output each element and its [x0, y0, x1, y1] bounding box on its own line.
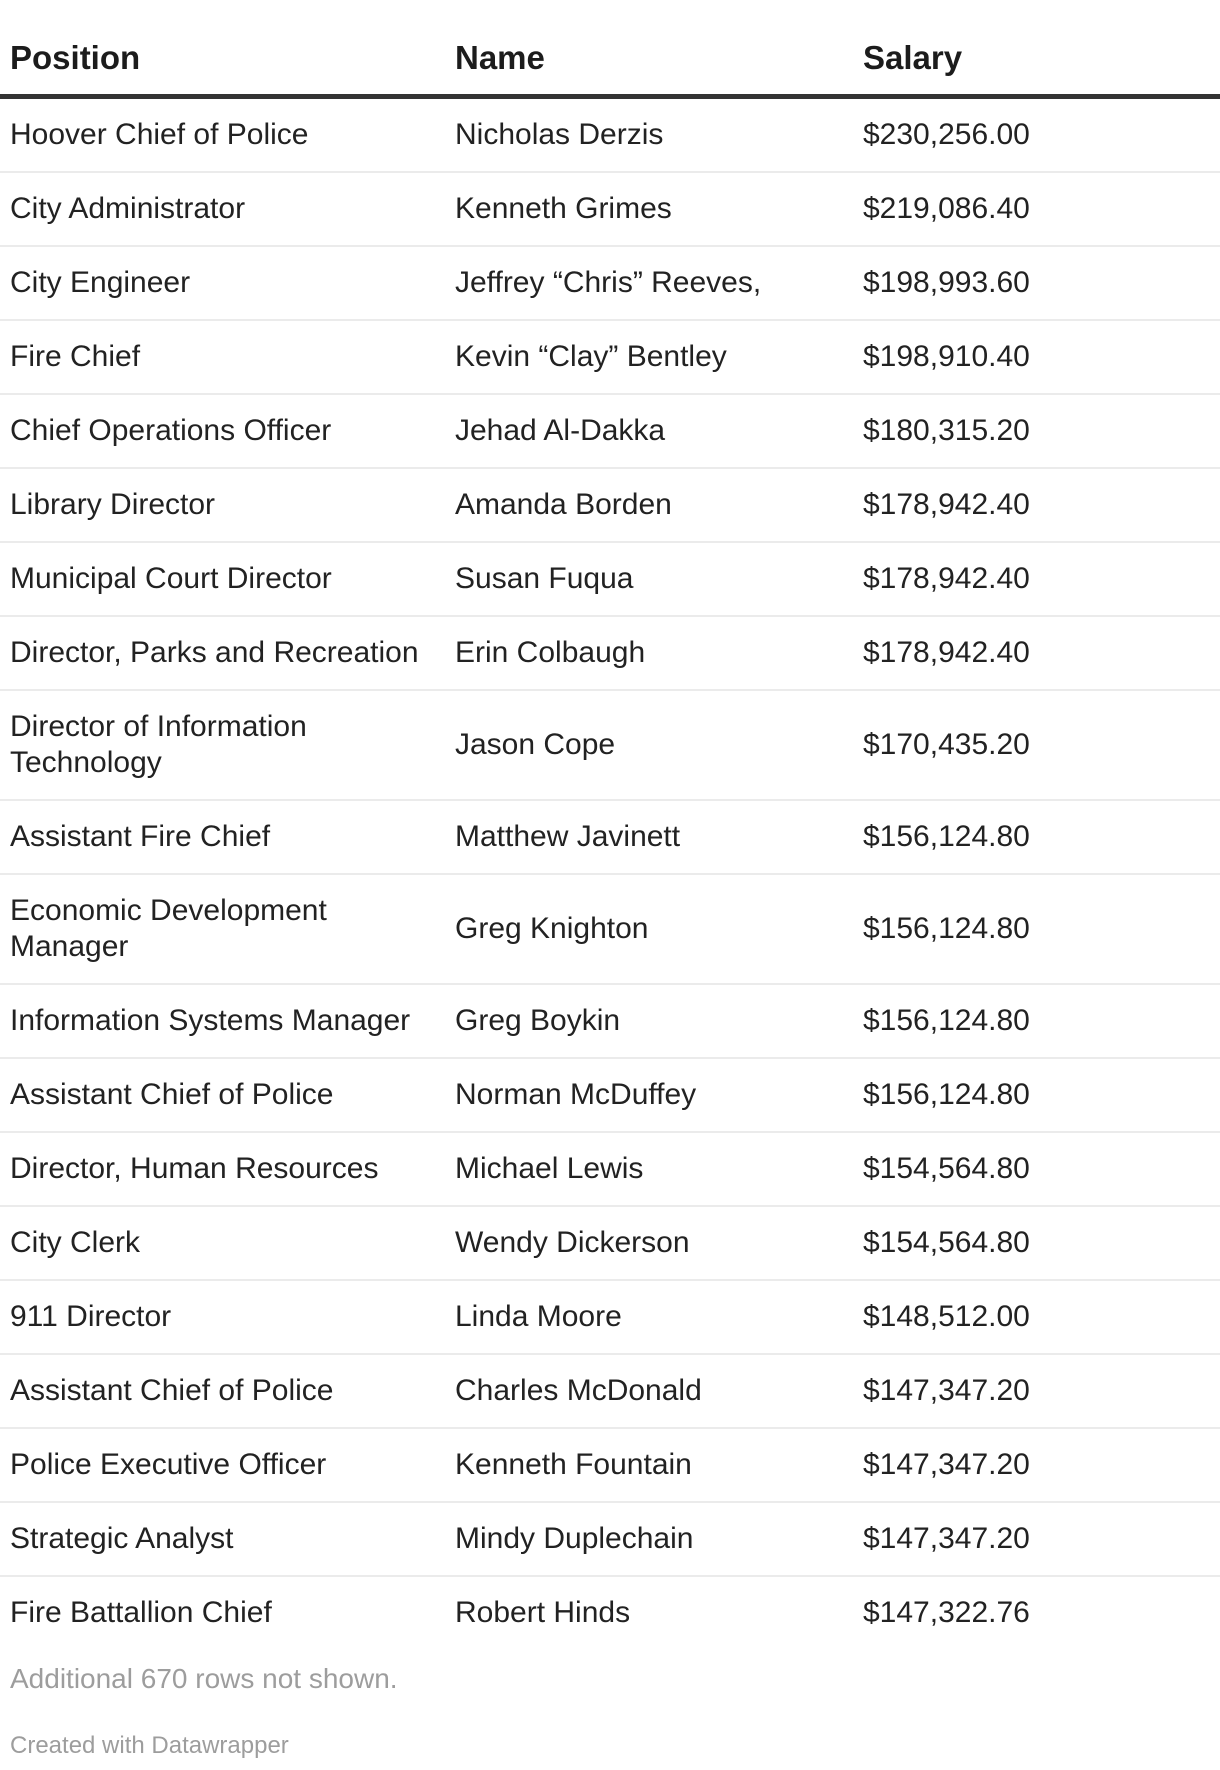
name-cell: Robert Hinds — [455, 1596, 631, 1629]
table-row — [0, 320, 1220, 394]
table-row — [0, 172, 1220, 246]
name-cell: Erin Colbaugh — [455, 616, 863, 690]
column-header-name[interactable]: Name — [455, 0, 863, 97]
table-row — [0, 1280, 1220, 1354]
name-cell: Greg Boykin — [455, 984, 863, 1058]
position-cell: Information Systems Manager — [0, 984, 455, 1058]
position-cell: Municipal Court Director — [0, 542, 455, 616]
position-cell: Library Director — [0, 468, 455, 542]
name-cell: Charles McDonald — [455, 1354, 863, 1428]
salary-cell: $230,256.00 — [863, 97, 1220, 173]
salary-cell: $198,910.40 — [863, 320, 1220, 394]
name-cell: Nicholas Derzis — [455, 97, 863, 173]
table-row — [0, 1354, 1220, 1428]
table-row — [0, 1576, 1220, 1649]
table-row — [0, 800, 1220, 874]
salary-cell: $178,942.40 — [863, 542, 1220, 616]
table-row — [0, 1132, 1220, 1206]
salary-cell: $147,347.20 — [863, 1354, 1220, 1428]
salary-cell: $178,942.40 — [863, 468, 1220, 542]
salary-cell: $147,347.20 — [863, 1502, 1220, 1576]
name-cell: Susan Fuqua — [455, 542, 863, 616]
name-cell: Jehad Al-Dakka — [455, 394, 863, 468]
position-cell: 911 Director — [0, 1280, 455, 1354]
position-cell: Assistant Chief of Police — [0, 1354, 455, 1428]
position-cell: Director of Information Technology — [0, 690, 455, 800]
salary-cell: $178,942.40 — [863, 616, 1220, 690]
table-row — [0, 874, 1220, 984]
salary-cell: $170,435.20 — [863, 690, 1220, 800]
column-header-salary[interactable]: Salary — [863, 0, 1220, 97]
name-cell: Kenneth Grimes — [455, 172, 863, 246]
salary-cell: $156,124.80 — [863, 1058, 1220, 1132]
name-cell: Greg Knighton — [455, 874, 863, 984]
datawrapper-credit: Created with Datawrapper — [10, 1732, 289, 1759]
salary-cell: $148,512.00 — [863, 1280, 1220, 1354]
position-cell: Chief Operations Officer — [0, 394, 455, 468]
position-cell: City Engineer — [0, 246, 455, 320]
salary-cell: $147,347.20 — [863, 1428, 1220, 1502]
position-cell: Fire Chief — [0, 320, 455, 394]
name-cell: Linda Moore — [455, 1280, 863, 1354]
name-cell: Amanda Borden — [455, 468, 863, 542]
position-cell: Fire Battallion Chief — [10, 1596, 272, 1629]
name-cell: Wendy Dickerson — [455, 1206, 863, 1280]
position-cell: Director, Human Resources — [0, 1132, 455, 1206]
name-cell: Jason Cope — [455, 690, 863, 800]
header-row — [0, 0, 1220, 97]
salary-cell: $180,315.20 — [863, 394, 1220, 468]
name-cell: Michael Lewis — [455, 1132, 863, 1206]
salary-cell: $154,564.80 — [863, 1132, 1220, 1206]
position-cell: Strategic Analyst — [0, 1502, 455, 1576]
salary-cell: $147,322.76 — [863, 1596, 1030, 1629]
salary-cell: $156,124.80 — [863, 800, 1220, 874]
position-cell: City Clerk — [0, 1206, 455, 1280]
table-row — [0, 1058, 1220, 1132]
table-row — [0, 1206, 1220, 1280]
table-row — [0, 468, 1220, 542]
salary-cell: $154,564.80 — [863, 1206, 1220, 1280]
position-cell: Director, Parks and Recreation — [0, 616, 455, 690]
salary-cell: $156,124.80 — [863, 874, 1220, 984]
name-cell: Jeffrey “Chris” Reeves, — [455, 246, 863, 320]
position-cell: Economic Development Manager — [0, 874, 455, 984]
table-row — [0, 1428, 1220, 1502]
position-cell: City Administrator — [0, 172, 455, 246]
table-row — [0, 1502, 1220, 1576]
name-cell: Kevin “Clay” Bentley — [455, 320, 863, 394]
salary-cell: $198,993.60 — [863, 246, 1220, 320]
position-cell: Assistant Fire Chief — [0, 800, 455, 874]
position-cell: Assistant Chief of Police — [0, 1058, 455, 1132]
name-cell: Matthew Javinett — [455, 800, 863, 874]
salary-cell: $156,124.80 — [863, 984, 1220, 1058]
salary-cell: $219,086.40 — [863, 172, 1220, 246]
position-cell: Hoover Chief of Police — [0, 97, 455, 173]
table-row — [0, 690, 1220, 800]
name-cell: Norman McDuffey — [455, 1058, 863, 1132]
table-row — [0, 246, 1220, 320]
name-cell: Mindy Duplechain — [455, 1502, 863, 1576]
column-header-position[interactable]: Position — [0, 0, 455, 97]
position-cell: Police Executive Officer — [0, 1428, 455, 1502]
table-row — [0, 542, 1220, 616]
rows-not-shown-note: Additional 670 rows not shown. — [10, 1663, 398, 1694]
name-cell: Kenneth Fountain — [455, 1428, 863, 1502]
table-row — [0, 616, 1220, 690]
table-row — [0, 394, 1220, 468]
table-row — [0, 97, 1220, 173]
table-row — [0, 984, 1220, 1058]
